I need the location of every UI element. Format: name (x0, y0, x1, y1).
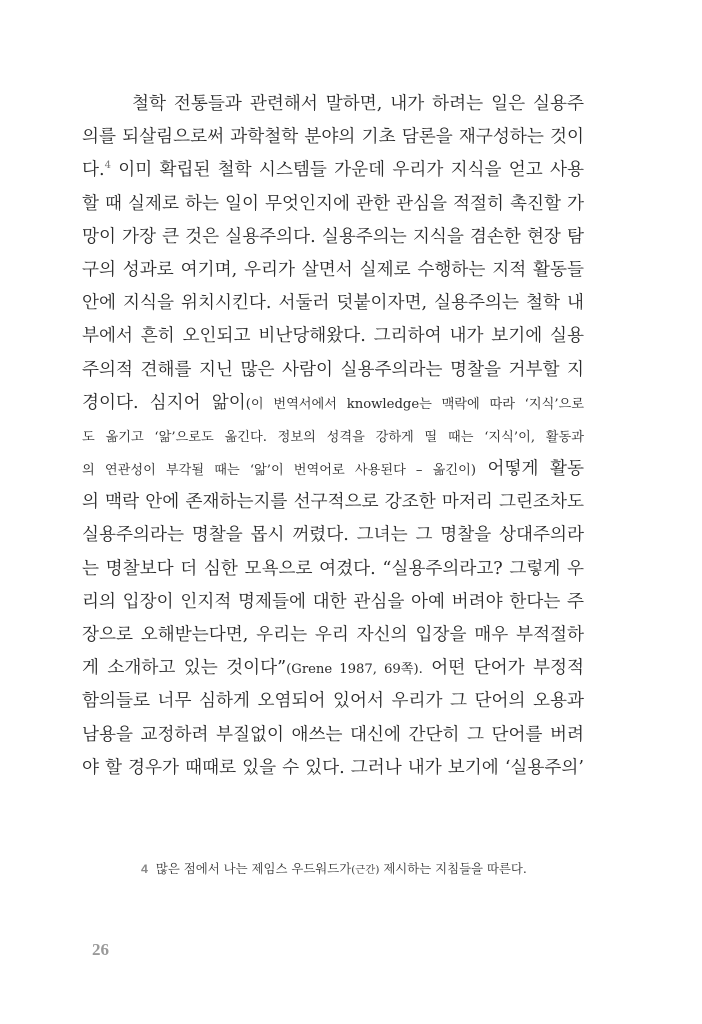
text-span: 이미 확립된 철학 시스템들 가운데 우리가 지식을 얻고 사용 (118, 160, 585, 181)
text-span: 리의 입장이 인지적 명제들에 대한 관심을 아예 버려야 한다는 주 (82, 591, 584, 612)
text-line (82, 254, 584, 287)
text-line (82, 188, 584, 221)
text-line (82, 519, 584, 552)
text-span: 경이다. 심지어 앎이 (82, 392, 246, 413)
footnote-text: 많은 점에서 나는 제임스 우드워드가 (155, 861, 352, 876)
text-line (82, 221, 584, 254)
text-line (82, 387, 584, 420)
text-span: 구의 성과로 여기며, 우리가 살면서 실제로 수행하는 지적 활동들 (82, 259, 584, 280)
footnote-number: 4 (141, 862, 148, 876)
footnote-marker[interactable]: 4 (104, 160, 111, 172)
text-span: 남용을 교정하려 부질없이 애쓰는 대신에 간단히 그 단어를 버려 (82, 724, 584, 745)
text-line (82, 354, 584, 387)
text-line (82, 486, 584, 519)
text-line (82, 420, 584, 453)
text-line (82, 752, 584, 785)
text-line (82, 154, 584, 187)
text-span: 어떻게 활동 (487, 459, 585, 480)
text-span: 할 때 실제로 하는 일이 무엇인지에 관한 관심을 적절히 촉진할 가 (82, 193, 584, 214)
text-span: 장으로 오해받는다면, 우리는 우리 자신의 입장을 매우 부적절하 (82, 625, 584, 645)
text-span: 실용주의라는 명찰을 몹시 꺼렸다. 그녀는 그 명찰을 상대주의라 (82, 525, 584, 546)
text-span: 안에 지식을 위치시킨다. 서둘러 덧붙이자면, 실용주의는 철학 내 (82, 293, 584, 314)
text-line (82, 121, 584, 154)
text-line (82, 685, 584, 718)
text-span: 주의적 견해를 지닌 많은 사람이 실용주의라는 명찰을 거부할 지 (82, 359, 584, 380)
text-span: 는 명찰보다 더 심한 모욕으로 여겼다. “실용주의라고? 그렇게 우 (82, 558, 584, 579)
footnote (141, 859, 527, 880)
footnote-text-small: (근간) (351, 864, 380, 876)
text-line (82, 320, 584, 353)
text-span: 망이 가장 큰 것은 실용주의다. 실용주의는 지식을 겸손한 현장 탐 (82, 226, 584, 247)
text-span: 의 맥락 안에 존재하는지를 선구적으로 강조한 마저리 그린조차도 (82, 492, 584, 513)
text-span: 야 할 경우가 때때로 있을 수 있다. 그러나 내가 보기에 ‘실용주의’ (82, 757, 584, 778)
text-line (82, 453, 584, 486)
text-line (82, 287, 584, 320)
translator-note: 도 옮기고 ‘앎’으로도 옮긴다. 정보의 성격을 강하게 띨 때는 ‘지식’이, 활동과 (82, 429, 584, 445)
text-line (82, 619, 584, 652)
page-number: 26 (92, 940, 109, 959)
text-line (82, 553, 584, 586)
text-line (82, 88, 584, 121)
translator-note: 의 연관성이 부각될 때는 ‘앎’이 번역어로 사용된다 – 옮긴이) (82, 463, 476, 479)
text-line (82, 719, 584, 752)
body-text (82, 88, 584, 785)
text-span: 의를 되살림으로써 과학철학 분야의 기초 담론을 재구성하는 것이 (82, 127, 584, 148)
text-span: 함의들로 너무 심하게 오염되어 있어서 우리가 그 단어의 오용과 (82, 691, 584, 712)
text-span: 어떤 단어가 부정적 (431, 658, 584, 679)
translator-note: (이 번역서에서 knowledge는 맥락에 따라 ‘지식’으로 (245, 396, 584, 412)
text-line (82, 586, 584, 619)
text-span: 게 소개하고 있는 것이다” (82, 658, 287, 679)
text-span: 철학 전통들과 관련해서 말하면, 내가 하려는 일은 실용주 (132, 94, 584, 114)
text-span: 다. (82, 160, 105, 181)
footnote-text: 제시하는 지침들을 따른다. (379, 861, 527, 876)
text-span: 부에서 흔히 오인되고 비난당해왔다. 그리하여 내가 보기에 실용 (82, 326, 584, 347)
text-line (82, 652, 584, 685)
citation: (Grene 1987, 69쪽). (286, 662, 423, 678)
